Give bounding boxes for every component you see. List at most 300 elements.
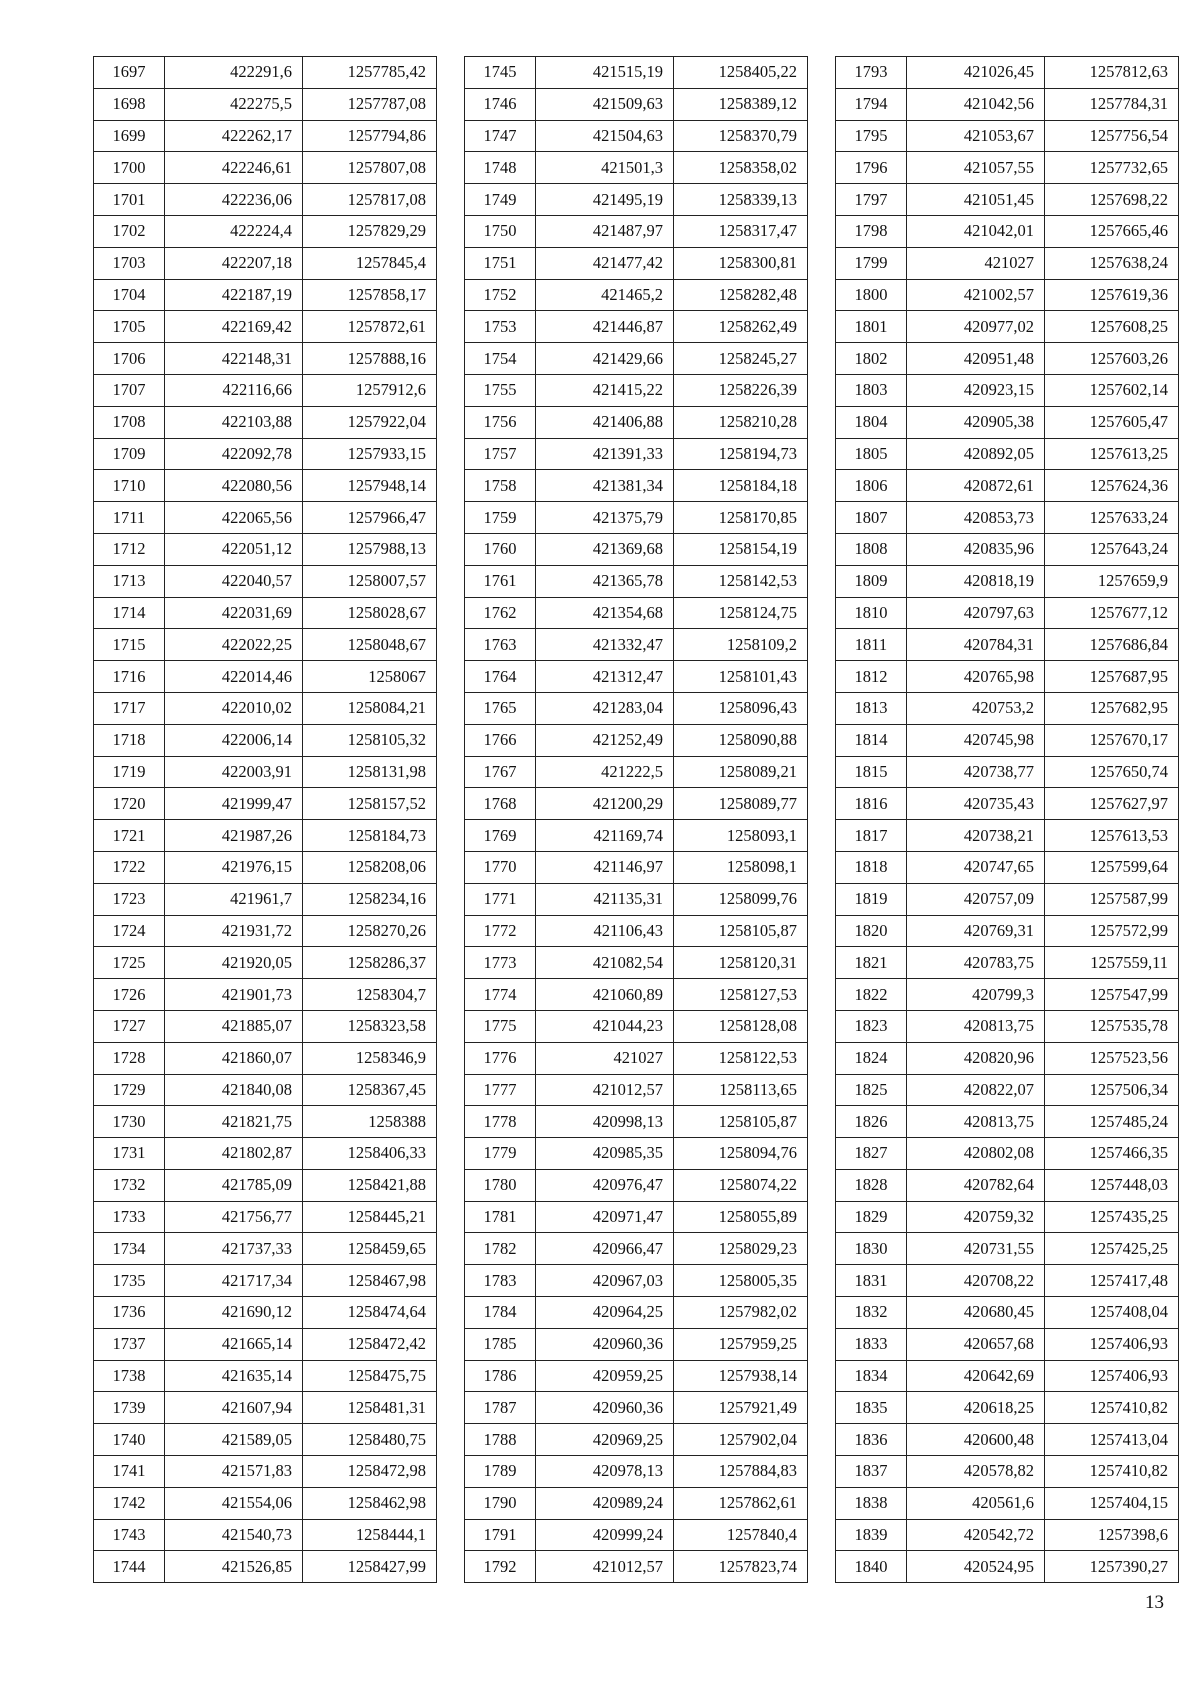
table-row (94, 756, 437, 788)
point-number-cell: 1735 (94, 1265, 165, 1297)
table-row (836, 1074, 1179, 1106)
x-coordinate-cell: 420802,08 (907, 1138, 1045, 1170)
point-number-cell: 1737 (94, 1328, 165, 1360)
x-coordinate-cell: 421354,68 (536, 597, 674, 629)
point-number-cell: 1749 (465, 184, 536, 216)
table-row (465, 1010, 808, 1042)
y-coordinate-cell: 1257559,11 (1045, 947, 1179, 979)
table-row (465, 1201, 808, 1233)
point-number-cell: 1819 (836, 883, 907, 915)
y-coordinate-cell: 1257732,65 (1045, 152, 1179, 184)
table-row (465, 915, 808, 947)
x-coordinate-cell: 420822,07 (907, 1074, 1045, 1106)
x-coordinate-cell: 421044,23 (536, 1010, 674, 1042)
y-coordinate-cell: 1257406,93 (1045, 1360, 1179, 1392)
table-row (94, 788, 437, 820)
coordinate-table-3 (835, 56, 1179, 1583)
x-coordinate-cell: 420738,21 (907, 820, 1045, 852)
y-coordinate-cell: 1257698,22 (1045, 184, 1179, 216)
y-coordinate-cell: 1258067 (303, 661, 437, 693)
x-coordinate-cell: 420985,35 (536, 1138, 674, 1170)
table-row (836, 1106, 1179, 1138)
point-number-cell: 1720 (94, 788, 165, 820)
point-number-cell: 1825 (836, 1074, 907, 1106)
x-coordinate-cell: 421999,47 (165, 788, 303, 820)
point-number-cell: 1779 (465, 1138, 536, 1170)
x-coordinate-cell: 422291,6 (165, 57, 303, 89)
table-row (465, 629, 808, 661)
table-row (465, 184, 808, 216)
y-coordinate-cell: 1258128,08 (674, 1010, 808, 1042)
table-row (836, 279, 1179, 311)
point-number-cell: 1759 (465, 502, 536, 534)
x-coordinate-cell: 420923,15 (907, 374, 1045, 406)
y-coordinate-cell: 1257425,25 (1045, 1233, 1179, 1265)
x-coordinate-cell: 421487,97 (536, 215, 674, 247)
y-coordinate-cell: 1257948,14 (303, 470, 437, 502)
y-coordinate-cell: 1258317,47 (674, 215, 808, 247)
point-number-cell: 1700 (94, 152, 165, 184)
point-number-cell: 1767 (465, 756, 536, 788)
x-coordinate-cell: 422051,12 (165, 533, 303, 565)
point-number-cell: 1710 (94, 470, 165, 502)
table-row (94, 470, 437, 502)
point-number-cell: 1758 (465, 470, 536, 502)
point-number-cell: 1838 (836, 1487, 907, 1519)
point-number-cell: 1794 (836, 88, 907, 120)
y-coordinate-cell: 1258472,98 (303, 1456, 437, 1488)
point-number-cell: 1836 (836, 1424, 907, 1456)
point-number-cell: 1764 (465, 661, 536, 693)
point-number-cell: 1729 (94, 1074, 165, 1106)
x-coordinate-cell: 422092,78 (165, 438, 303, 470)
x-coordinate-cell: 420964,25 (536, 1297, 674, 1329)
table-row (836, 120, 1179, 152)
coordinate-table-1 (93, 56, 437, 1583)
x-coordinate-cell: 421381,34 (536, 470, 674, 502)
y-coordinate-cell: 1257602,14 (1045, 374, 1179, 406)
point-number-cell: 1839 (836, 1519, 907, 1551)
point-number-cell: 1740 (94, 1424, 165, 1456)
table-row (836, 533, 1179, 565)
table-row (465, 152, 808, 184)
y-coordinate-cell: 1257603,26 (1045, 343, 1179, 375)
x-coordinate-cell: 420813,75 (907, 1010, 1045, 1042)
table-row (836, 597, 1179, 629)
x-coordinate-cell: 421961,7 (165, 883, 303, 915)
table-row (465, 247, 808, 279)
point-number-cell: 1807 (836, 502, 907, 534)
y-coordinate-cell: 1258142,53 (674, 565, 808, 597)
y-coordinate-cell: 1257605,47 (1045, 406, 1179, 438)
y-coordinate-cell: 1257466,35 (1045, 1138, 1179, 1170)
y-coordinate-cell: 1257845,4 (303, 247, 437, 279)
x-coordinate-cell: 422116,66 (165, 374, 303, 406)
table-row (94, 1138, 437, 1170)
y-coordinate-cell: 1258120,31 (674, 947, 808, 979)
x-coordinate-cell: 421027 (907, 247, 1045, 279)
table-row (465, 851, 808, 883)
point-number-cell: 1832 (836, 1297, 907, 1329)
table-row (94, 152, 437, 184)
point-number-cell: 1805 (836, 438, 907, 470)
x-coordinate-cell: 421465,2 (536, 279, 674, 311)
table-row (836, 438, 1179, 470)
point-number-cell: 1733 (94, 1201, 165, 1233)
y-coordinate-cell: 1258184,18 (674, 470, 808, 502)
x-coordinate-cell: 421526,85 (165, 1551, 303, 1583)
x-coordinate-cell: 422065,56 (165, 502, 303, 534)
y-coordinate-cell: 1257884,83 (674, 1456, 808, 1488)
table-row (94, 1201, 437, 1233)
x-coordinate-cell: 420835,96 (907, 533, 1045, 565)
x-coordinate-cell: 422014,46 (165, 661, 303, 693)
table-row (465, 1551, 808, 1583)
x-coordinate-cell: 420853,73 (907, 502, 1045, 534)
point-number-cell: 1831 (836, 1265, 907, 1297)
x-coordinate-cell: 420680,45 (907, 1297, 1045, 1329)
point-number-cell: 1778 (465, 1106, 536, 1138)
y-coordinate-cell: 1257410,82 (1045, 1392, 1179, 1424)
table-row (465, 724, 808, 756)
table-row (94, 851, 437, 883)
table-row (94, 120, 437, 152)
point-number-cell: 1804 (836, 406, 907, 438)
y-coordinate-cell: 1258459,65 (303, 1233, 437, 1265)
x-coordinate-cell: 421901,73 (165, 979, 303, 1011)
point-number-cell: 1800 (836, 279, 907, 311)
y-coordinate-cell: 1258389,12 (674, 88, 808, 120)
point-number-cell: 1731 (94, 1138, 165, 1170)
y-coordinate-cell: 1258029,23 (674, 1233, 808, 1265)
table-row (465, 406, 808, 438)
point-number-cell: 1815 (836, 756, 907, 788)
x-coordinate-cell: 421920,05 (165, 947, 303, 979)
table-row (465, 1074, 808, 1106)
point-number-cell: 1784 (465, 1297, 536, 1329)
point-number-cell: 1739 (94, 1392, 165, 1424)
x-coordinate-cell: 421060,89 (536, 979, 674, 1011)
y-coordinate-cell: 1258367,45 (303, 1074, 437, 1106)
y-coordinate-cell: 1257938,14 (674, 1360, 808, 1392)
point-number-cell: 1823 (836, 1010, 907, 1042)
table-row (465, 311, 808, 343)
y-coordinate-cell: 1258157,52 (303, 788, 437, 820)
y-coordinate-cell: 1257872,61 (303, 311, 437, 343)
point-number-cell: 1734 (94, 1233, 165, 1265)
point-number-cell: 1756 (465, 406, 536, 438)
x-coordinate-cell: 421002,57 (907, 279, 1045, 311)
table-row (836, 820, 1179, 852)
x-coordinate-cell: 421665,14 (165, 1328, 303, 1360)
point-number-cell: 1828 (836, 1169, 907, 1201)
table-row (94, 1519, 437, 1551)
x-coordinate-cell: 421252,49 (536, 724, 674, 756)
point-number-cell: 1718 (94, 724, 165, 756)
y-coordinate-cell: 1257633,24 (1045, 502, 1179, 534)
y-coordinate-cell: 1257922,04 (303, 406, 437, 438)
point-number-cell: 1745 (465, 57, 536, 89)
x-coordinate-cell: 420872,61 (907, 470, 1045, 502)
x-coordinate-cell: 420820,96 (907, 1042, 1045, 1074)
x-coordinate-cell: 421042,01 (907, 215, 1045, 247)
x-coordinate-cell: 422262,17 (165, 120, 303, 152)
y-coordinate-cell: 1257966,47 (303, 502, 437, 534)
x-coordinate-cell: 420542,72 (907, 1519, 1045, 1551)
point-number-cell: 1717 (94, 692, 165, 724)
table-row (94, 1233, 437, 1265)
x-coordinate-cell: 420765,98 (907, 661, 1045, 693)
point-number-cell: 1701 (94, 184, 165, 216)
y-coordinate-cell: 1257410,82 (1045, 1456, 1179, 1488)
point-number-cell: 1818 (836, 851, 907, 883)
table-row (465, 1265, 808, 1297)
point-number-cell: 1719 (94, 756, 165, 788)
point-number-cell: 1812 (836, 661, 907, 693)
y-coordinate-cell: 1258304,7 (303, 979, 437, 1011)
x-coordinate-cell: 420966,47 (536, 1233, 674, 1265)
point-number-cell: 1802 (836, 343, 907, 375)
x-coordinate-cell: 421495,19 (536, 184, 674, 216)
y-coordinate-cell: 1258122,53 (674, 1042, 808, 1074)
y-coordinate-cell: 1257404,15 (1045, 1487, 1179, 1519)
table-row (94, 1010, 437, 1042)
table-row (465, 883, 808, 915)
x-coordinate-cell: 420967,03 (536, 1265, 674, 1297)
y-coordinate-cell: 1257888,16 (303, 343, 437, 375)
point-number-cell: 1769 (465, 820, 536, 852)
table-row (94, 57, 437, 89)
y-coordinate-cell: 1257435,25 (1045, 1201, 1179, 1233)
point-number-cell: 1742 (94, 1487, 165, 1519)
x-coordinate-cell: 420735,43 (907, 788, 1045, 820)
table-row (94, 1265, 437, 1297)
x-coordinate-cell: 420657,68 (907, 1328, 1045, 1360)
y-coordinate-cell: 1258480,75 (303, 1424, 437, 1456)
x-coordinate-cell: 420977,02 (907, 311, 1045, 343)
y-coordinate-cell: 1257686,84 (1045, 629, 1179, 661)
table-row (836, 1265, 1179, 1297)
x-coordinate-cell: 421554,06 (165, 1487, 303, 1519)
x-coordinate-cell: 420708,22 (907, 1265, 1045, 1297)
x-coordinate-cell: 421737,33 (165, 1233, 303, 1265)
x-coordinate-cell: 420753,2 (907, 692, 1045, 724)
table-row (836, 915, 1179, 947)
table-row (836, 1392, 1179, 1424)
point-number-cell: 1757 (465, 438, 536, 470)
y-coordinate-cell: 1257817,08 (303, 184, 437, 216)
table-row (465, 1456, 808, 1488)
table-row (836, 756, 1179, 788)
y-coordinate-cell: 1257677,12 (1045, 597, 1179, 629)
point-number-cell: 1761 (465, 565, 536, 597)
table-row (465, 470, 808, 502)
x-coordinate-cell: 421053,67 (907, 120, 1045, 152)
y-coordinate-cell: 1257398,6 (1045, 1519, 1179, 1551)
x-coordinate-cell: 420813,75 (907, 1106, 1045, 1138)
table-row (94, 311, 437, 343)
point-number-cell: 1697 (94, 57, 165, 89)
point-number-cell: 1753 (465, 311, 536, 343)
y-coordinate-cell: 1257638,24 (1045, 247, 1179, 279)
y-coordinate-cell: 1257390,27 (1045, 1551, 1179, 1583)
table-row (94, 629, 437, 661)
y-coordinate-cell: 1257682,95 (1045, 692, 1179, 724)
x-coordinate-cell: 421504,63 (536, 120, 674, 152)
table-row (836, 851, 1179, 883)
x-coordinate-cell: 421589,05 (165, 1424, 303, 1456)
x-coordinate-cell: 421976,15 (165, 851, 303, 883)
y-coordinate-cell: 1258481,31 (303, 1392, 437, 1424)
y-coordinate-cell: 1258127,53 (674, 979, 808, 1011)
y-coordinate-cell: 1258096,43 (674, 692, 808, 724)
point-number-cell: 1824 (836, 1042, 907, 1074)
x-coordinate-cell: 420818,19 (907, 565, 1045, 597)
point-number-cell: 1722 (94, 851, 165, 883)
point-number-cell: 1772 (465, 915, 536, 947)
y-coordinate-cell: 1258098,1 (674, 851, 808, 883)
y-coordinate-cell: 1258154,19 (674, 533, 808, 565)
table-row (465, 1233, 808, 1265)
y-coordinate-cell: 1258101,43 (674, 661, 808, 693)
x-coordinate-cell: 421146,97 (536, 851, 674, 883)
point-number-cell: 1774 (465, 979, 536, 1011)
y-coordinate-cell: 1257448,03 (1045, 1169, 1179, 1201)
point-number-cell: 1786 (465, 1360, 536, 1392)
point-number-cell: 1837 (836, 1456, 907, 1488)
point-number-cell: 1724 (94, 915, 165, 947)
table-row (836, 184, 1179, 216)
x-coordinate-cell: 420797,63 (907, 597, 1045, 629)
x-coordinate-cell: 420969,25 (536, 1424, 674, 1456)
table-row (836, 247, 1179, 279)
table-row (836, 1010, 1179, 1042)
y-coordinate-cell: 1257613,25 (1045, 438, 1179, 470)
point-number-cell: 1775 (465, 1010, 536, 1042)
table-row (94, 979, 437, 1011)
y-coordinate-cell: 1257785,42 (303, 57, 437, 89)
table-row (836, 1551, 1179, 1583)
y-coordinate-cell: 1258427,99 (303, 1551, 437, 1583)
table-row (465, 1138, 808, 1170)
y-coordinate-cell: 1257523,56 (1045, 1042, 1179, 1074)
point-number-cell: 1829 (836, 1201, 907, 1233)
table-row (465, 1519, 808, 1551)
x-coordinate-cell: 421415,22 (536, 374, 674, 406)
x-coordinate-cell: 420524,95 (907, 1551, 1045, 1583)
y-coordinate-cell: 1258474,64 (303, 1297, 437, 1329)
point-number-cell: 1796 (836, 152, 907, 184)
table-row (94, 1074, 437, 1106)
x-coordinate-cell: 421027 (536, 1042, 674, 1074)
point-number-cell: 1748 (465, 152, 536, 184)
point-number-cell: 1801 (836, 311, 907, 343)
y-coordinate-cell: 1258472,42 (303, 1328, 437, 1360)
x-coordinate-cell: 421785,09 (165, 1169, 303, 1201)
point-number-cell: 1755 (465, 374, 536, 406)
point-number-cell: 1822 (836, 979, 907, 1011)
table-row (465, 57, 808, 89)
x-coordinate-cell: 420978,13 (536, 1456, 674, 1488)
point-number-cell: 1840 (836, 1551, 907, 1583)
point-number-cell: 1703 (94, 247, 165, 279)
x-coordinate-cell: 422031,69 (165, 597, 303, 629)
y-coordinate-cell: 1258028,67 (303, 597, 437, 629)
y-coordinate-cell: 1258089,21 (674, 756, 808, 788)
y-coordinate-cell: 1258282,48 (674, 279, 808, 311)
y-coordinate-cell: 1258055,89 (674, 1201, 808, 1233)
coordinate-tables (93, 56, 1183, 1582)
y-coordinate-cell: 1257643,24 (1045, 533, 1179, 565)
table-row (465, 661, 808, 693)
x-coordinate-cell: 421501,3 (536, 152, 674, 184)
point-number-cell: 1709 (94, 438, 165, 470)
x-coordinate-cell: 420892,05 (907, 438, 1045, 470)
y-coordinate-cell: 1258370,79 (674, 120, 808, 152)
table-row (465, 565, 808, 597)
table-row (836, 883, 1179, 915)
point-number-cell: 1773 (465, 947, 536, 979)
x-coordinate-cell: 421026,45 (907, 57, 1045, 89)
x-coordinate-cell: 422224,4 (165, 215, 303, 247)
x-coordinate-cell: 421717,34 (165, 1265, 303, 1297)
point-number-cell: 1747 (465, 120, 536, 152)
y-coordinate-cell: 1257921,49 (674, 1392, 808, 1424)
table-row (94, 1169, 437, 1201)
y-coordinate-cell: 1258109,2 (674, 629, 808, 661)
point-number-cell: 1728 (94, 1042, 165, 1074)
x-coordinate-cell: 422246,61 (165, 152, 303, 184)
point-number-cell: 1791 (465, 1519, 536, 1551)
table-row (836, 1360, 1179, 1392)
table-row (465, 756, 808, 788)
y-coordinate-cell: 1258184,73 (303, 820, 437, 852)
table-row (94, 1297, 437, 1329)
point-number-cell: 1816 (836, 788, 907, 820)
table-row (94, 1106, 437, 1138)
table-row (465, 820, 808, 852)
table-row (836, 724, 1179, 756)
table-row (836, 692, 1179, 724)
table-row (465, 1042, 808, 1074)
y-coordinate-cell: 1258358,02 (674, 152, 808, 184)
x-coordinate-cell: 420642,69 (907, 1360, 1045, 1392)
point-number-cell: 1813 (836, 692, 907, 724)
table-row (465, 215, 808, 247)
y-coordinate-cell: 1258105,87 (674, 1106, 808, 1138)
table-row (465, 597, 808, 629)
table-row (94, 1328, 437, 1360)
y-coordinate-cell: 1257902,04 (674, 1424, 808, 1456)
x-coordinate-cell: 421312,47 (536, 661, 674, 693)
point-number-cell: 1702 (94, 215, 165, 247)
y-coordinate-cell: 1257862,61 (674, 1487, 808, 1519)
point-number-cell: 1827 (836, 1138, 907, 1170)
point-number-cell: 1787 (465, 1392, 536, 1424)
x-coordinate-cell: 421169,74 (536, 820, 674, 852)
point-number-cell: 1762 (465, 597, 536, 629)
point-number-cell: 1751 (465, 247, 536, 279)
table-row (94, 215, 437, 247)
point-number-cell: 1723 (94, 883, 165, 915)
x-coordinate-cell: 420960,36 (536, 1392, 674, 1424)
point-number-cell: 1833 (836, 1328, 907, 1360)
point-number-cell: 1711 (94, 502, 165, 534)
table-row (94, 1551, 437, 1583)
y-coordinate-cell: 1258262,49 (674, 311, 808, 343)
y-coordinate-cell: 1258005,35 (674, 1265, 808, 1297)
y-coordinate-cell: 1258346,9 (303, 1042, 437, 1074)
